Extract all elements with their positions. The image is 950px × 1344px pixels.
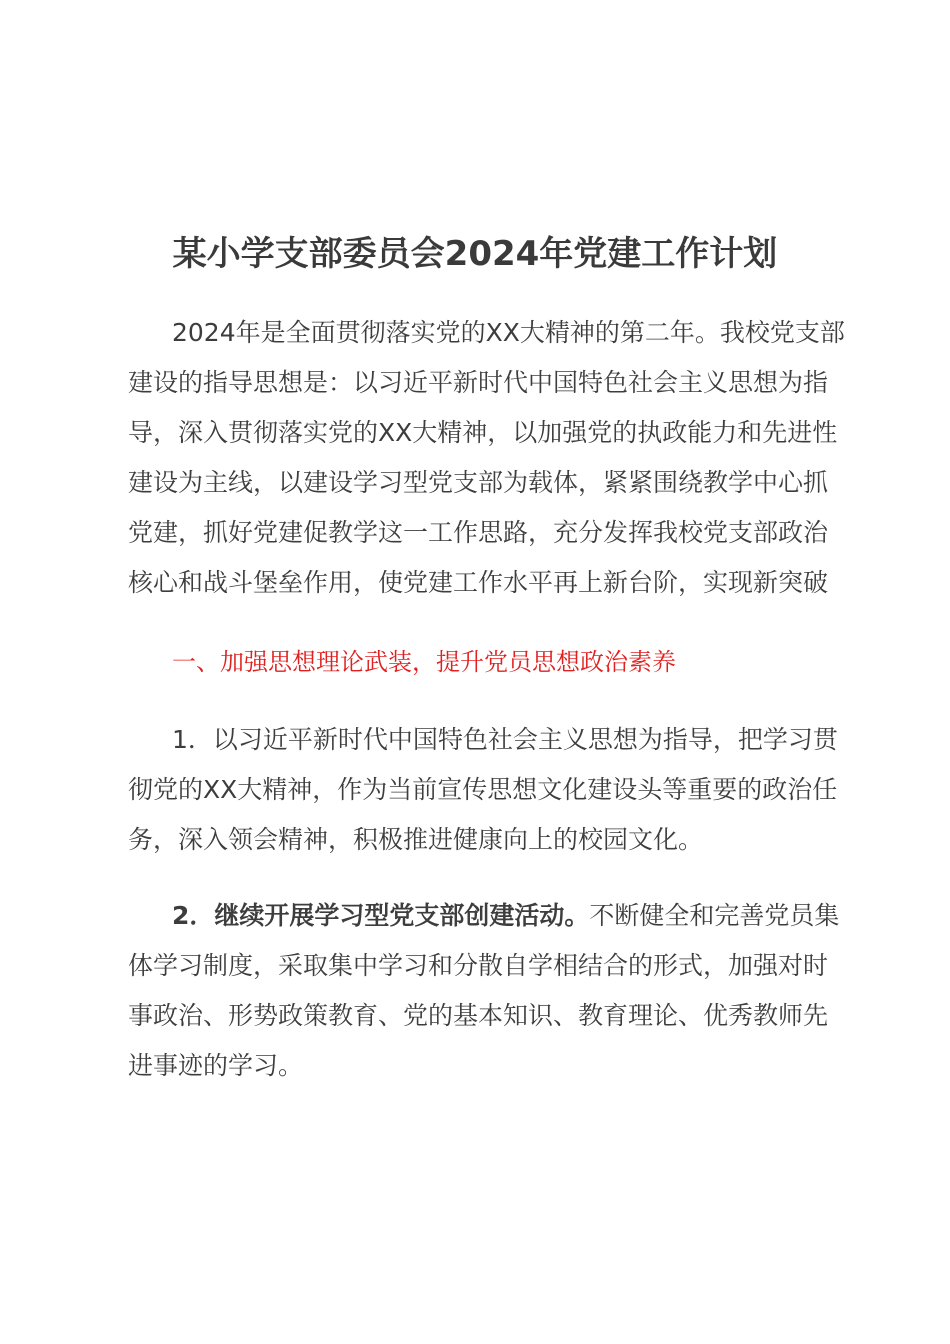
item-2-line: 体学习制度，采取集中学习和分散自学相结合的形式，加强对时 [128,951,829,980]
section-heading: 一、加强思想理论武装，提升党员思想政治素养 [172,648,676,676]
intro-line: 核心和战斗堡垒作用，使党建工作水平再上新台阶，实现新突破 [128,568,829,597]
item-2-line: 进事迹的学习。 [128,1051,304,1080]
item-2-line: 事政治、形势政策教育、党的基本知识、教育理论、优秀教师先 [128,1001,829,1030]
item-1-line: 1．以习近平新时代中国特色社会主义思想为指导，把学习贯 [172,725,838,754]
item-1-line: 务，深入领会精神，积极推进健康向上的校园文化。 [128,825,704,854]
intro-line: 2024年是全面贯彻落实党的XX大精神的第二年。我校党支部 [172,318,845,347]
item-2-lead-rest: 不断健全和完善党员集 [589,901,840,930]
intro-line: 建设为主线，以建设学习型党支部为载体，紧紧围绕教学中心抓 [128,468,829,497]
item-1-line: 彻党的XX大精神，作为当前宣传思想文化建设头等重要的政治任 [128,775,838,804]
document-title: 某小学支部委员会2024年党建工作计划 [172,234,778,274]
intro-paragraph [128,308,864,608]
item-1-paragraph [128,715,864,865]
intro-line: 建设的指导思想是：以习近平新时代中国特色社会主义思想为指 [128,368,829,397]
item-2-paragraph [128,891,864,1091]
intro-line: 党建，抓好党建促教学这一工作思路，充分发挥我校党支部政治 [128,518,829,547]
item-2-lead: 2．继续开展学习型党支部创建活动。 [172,901,590,930]
item-2-first-line [128,891,864,941]
intro-line: 导，深入贯彻落实党的XX大精神，以加强党的执政能力和先进性 [128,418,838,447]
